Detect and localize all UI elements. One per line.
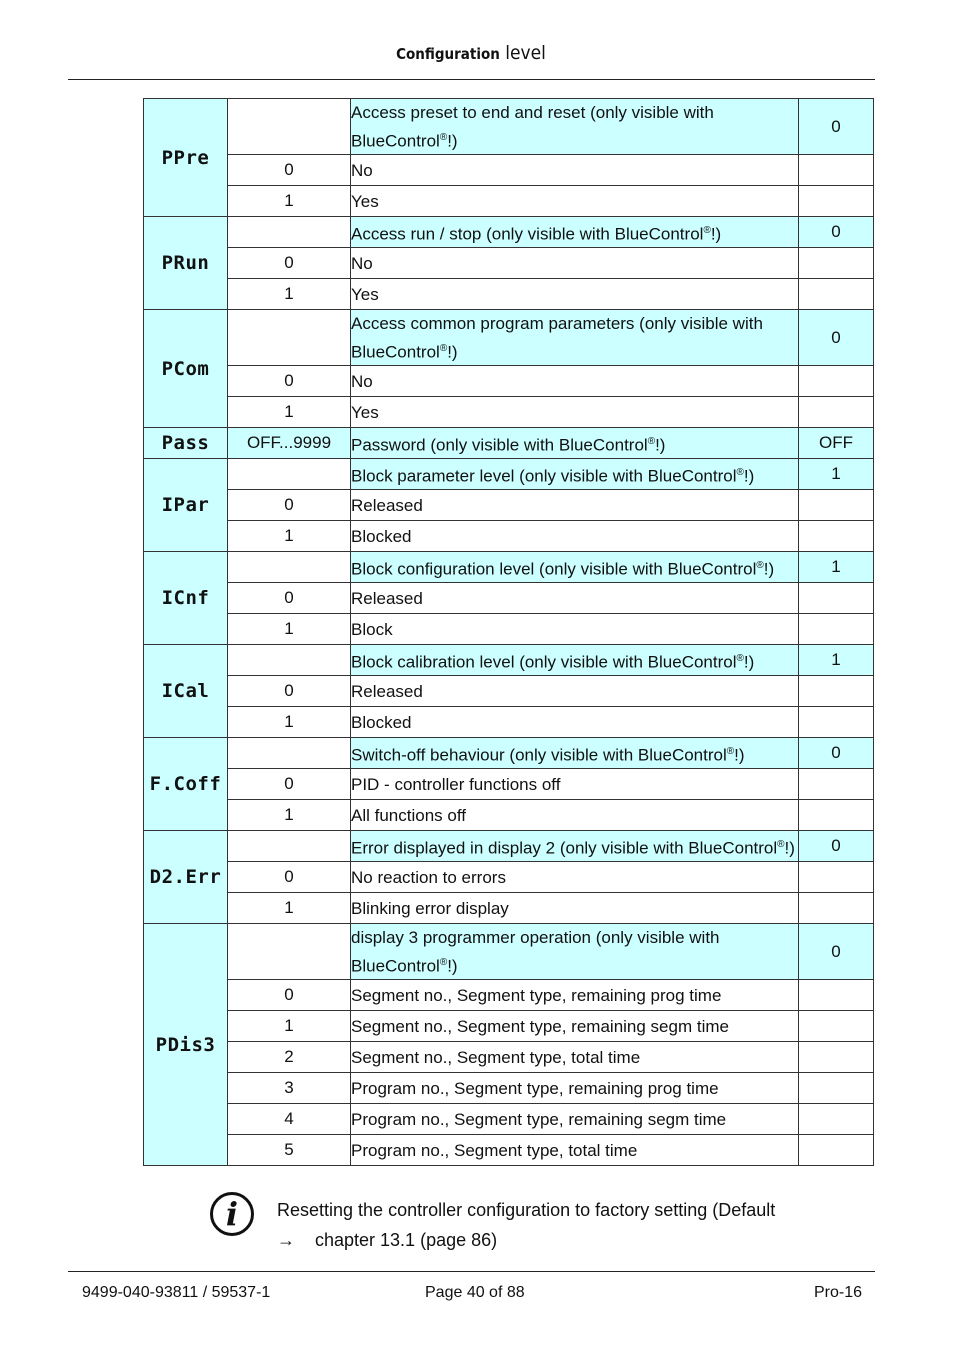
parameter-code: Pass — [144, 428, 228, 459]
default-value: 1 — [799, 552, 874, 583]
default-value — [799, 186, 874, 217]
parameter-value: 0 — [228, 583, 351, 614]
parameter-value — [228, 738, 351, 769]
description-text: Error displayed in display 2 (only visible with BlueControl — [351, 838, 778, 858]
page-header — [68, 42, 874, 64]
parameter-description — [351, 1011, 799, 1042]
parameter-description — [351, 521, 799, 552]
parameter-code: D2.Err — [144, 831, 228, 924]
parameter-value: 0 — [228, 155, 351, 186]
table-row — [144, 490, 874, 521]
parameter-value: 1 — [228, 1011, 351, 1042]
parameter-value: 0 — [228, 490, 351, 521]
parameter-value: 0 — [228, 862, 351, 893]
default-value: OFF — [799, 428, 874, 459]
parameter-description — [351, 924, 799, 980]
parameter-description — [351, 738, 799, 769]
description-text: Password (only visible with BlueControl — [351, 435, 648, 455]
parameter-value: 4 — [228, 1104, 351, 1135]
parameter-code: ICal — [144, 645, 228, 738]
parameter-description — [351, 217, 799, 248]
parameter-description — [351, 583, 799, 614]
table-row — [144, 459, 874, 490]
parameter-value — [228, 99, 351, 155]
footer-document-number: 9499-040-93811 / 59537-1 — [82, 1284, 271, 1301]
description-suffix: !) — [743, 652, 755, 672]
default-value — [799, 676, 874, 707]
description-text: Program no., Segment type, total time — [351, 1140, 638, 1160]
parameter-value: 2 — [228, 1042, 351, 1073]
header-level: level — [505, 42, 546, 64]
default-value: 0 — [799, 831, 874, 862]
parameter-code: PPre — [144, 99, 228, 217]
description-text: No — [351, 253, 373, 273]
footer-rule — [68, 1271, 875, 1272]
description-suffix: !) — [447, 342, 458, 362]
description-text: Released — [351, 588, 423, 608]
parameter-value: 1 — [228, 800, 351, 831]
default-value — [799, 893, 874, 924]
table-row — [144, 583, 874, 614]
parameter-value: OFF...9999 — [228, 428, 351, 459]
registered-mark: ® — [439, 956, 448, 968]
registered-mark: ® — [736, 466, 744, 478]
parameter-value: 1 — [228, 521, 351, 552]
footer-product: Pro-16 — [813, 1284, 862, 1301]
description-suffix: !) — [655, 435, 666, 455]
description-text: Blocked — [351, 526, 412, 546]
table-row — [144, 155, 874, 186]
default-value: 0 — [799, 924, 874, 980]
parameter-value: 0 — [228, 676, 351, 707]
default-value — [799, 366, 874, 397]
default-value — [799, 614, 874, 645]
parameter-value: 1 — [228, 707, 351, 738]
parameter-description — [351, 645, 799, 676]
parameter-description — [351, 800, 799, 831]
default-value — [799, 521, 874, 552]
table-row — [144, 552, 874, 583]
table-row — [144, 738, 874, 769]
note — [277, 1195, 817, 1255]
parameter-value — [228, 924, 351, 980]
default-value — [799, 248, 874, 279]
table-row — [144, 1073, 874, 1104]
description-suffix: !) — [784, 838, 795, 858]
default-value — [799, 980, 874, 1011]
parameter-description — [351, 366, 799, 397]
parameter-description — [351, 769, 799, 800]
description-text: Switch-off behaviour (only visible with BlueControl — [351, 745, 727, 765]
default-value: 0 — [799, 217, 874, 248]
default-value — [799, 397, 874, 428]
note-line-2 — [277, 1225, 817, 1255]
parameter-code: F.Coff — [144, 738, 228, 831]
parameter-description — [351, 893, 799, 924]
parameter-description — [351, 1104, 799, 1135]
description-suffix: !) — [447, 956, 458, 976]
table-row — [144, 1042, 874, 1073]
description-suffix: !) — [734, 745, 745, 765]
table-row — [144, 1104, 874, 1135]
header-section: Configuration — [396, 45, 500, 63]
description-text: Released — [351, 681, 423, 701]
description-text: Yes — [351, 284, 379, 304]
table-row — [144, 1011, 874, 1042]
description-text: Blocked — [351, 712, 412, 732]
table-row — [144, 186, 874, 217]
parameter-code: ICnf — [144, 552, 228, 645]
table-row — [144, 366, 874, 397]
default-value — [799, 1104, 874, 1135]
configuration-table — [143, 98, 874, 1166]
parameter-description — [351, 279, 799, 310]
parameter-description — [351, 248, 799, 279]
table-row — [144, 310, 874, 366]
description-suffix: !) — [743, 466, 755, 486]
table-row — [144, 831, 874, 862]
table-row — [144, 676, 874, 707]
table-row — [144, 99, 874, 155]
default-value — [799, 155, 874, 186]
description-suffix: !) — [710, 224, 722, 244]
description-text: All functions off — [351, 805, 466, 825]
default-value — [799, 800, 874, 831]
description-text: No — [351, 160, 373, 180]
parameter-value: 0 — [228, 980, 351, 1011]
arrow-right-icon: → — [277, 1230, 295, 1250]
description-text: PID - controller functions off — [351, 774, 561, 794]
default-value — [799, 1073, 874, 1104]
description-text: Access common program parameters (only visible with BlueControl — [351, 313, 763, 362]
parameter-description — [351, 707, 799, 738]
table-row — [144, 980, 874, 1011]
parameter-value: 1 — [228, 614, 351, 645]
parameter-description — [351, 552, 799, 583]
registered-mark: ® — [439, 342, 448, 354]
default-value: 1 — [799, 459, 874, 490]
default-value — [799, 1135, 874, 1166]
default-value — [799, 862, 874, 893]
parameter-value: 0 — [228, 366, 351, 397]
parameter-description — [351, 1135, 799, 1166]
parameter-description — [351, 862, 799, 893]
default-value — [799, 1011, 874, 1042]
default-value — [799, 769, 874, 800]
description-text: Program no., Segment type, remaining segm time — [351, 1109, 727, 1129]
description-text: Yes — [351, 402, 379, 422]
parameter-code: PDis3 — [144, 924, 228, 1166]
table-row — [144, 1135, 874, 1166]
description-text: Block configuration level (only visible with BlueControl — [351, 559, 757, 579]
table-row — [144, 645, 874, 676]
description-text: No reaction to errors — [351, 867, 506, 887]
table-row — [144, 707, 874, 738]
parameter-description — [351, 459, 799, 490]
default-value: 0 — [799, 738, 874, 769]
default-value — [799, 279, 874, 310]
description-text: Segment no., Segment type, total time — [351, 1047, 641, 1067]
default-value — [799, 707, 874, 738]
registered-mark: ® — [439, 131, 448, 143]
parameter-value — [228, 831, 351, 862]
default-value — [799, 583, 874, 614]
parameter-description — [351, 397, 799, 428]
header-rule — [68, 79, 875, 80]
default-value: 1 — [799, 645, 874, 676]
parameter-description — [351, 310, 799, 366]
parameter-value — [228, 459, 351, 490]
description-text: Block calibration level (only visible with BlueControl — [351, 652, 737, 672]
description-text: Segment no., Segment type, remaining prog time — [351, 985, 722, 1005]
table-row — [144, 614, 874, 645]
description-text: Released — [351, 495, 423, 515]
registered-mark: ® — [777, 838, 785, 850]
parameter-description — [351, 490, 799, 521]
parameter-description — [351, 155, 799, 186]
parameter-value — [228, 310, 351, 366]
registered-mark: ® — [756, 559, 764, 571]
table-row — [144, 769, 874, 800]
parameter-description — [351, 676, 799, 707]
default-value: 0 — [799, 99, 874, 155]
parameter-code: IPar — [144, 459, 228, 552]
parameter-value — [228, 217, 351, 248]
table-row — [144, 862, 874, 893]
parameter-value: 0 — [228, 769, 351, 800]
parameter-description — [351, 186, 799, 217]
description-text: Access run / stop (only visible with BlueControl — [351, 224, 704, 244]
table-row — [144, 893, 874, 924]
description-text: Yes — [351, 191, 379, 211]
table-row — [144, 217, 874, 248]
parameter-value: 1 — [228, 279, 351, 310]
default-value: 0 — [799, 310, 874, 366]
parameter-description — [351, 614, 799, 645]
parameter-description — [351, 99, 799, 155]
table-row — [144, 397, 874, 428]
table-row — [144, 248, 874, 279]
description-text: display 3 programmer operation (only visible with BlueControl — [351, 927, 720, 976]
footer-page-number: Page 40 of 88 — [425, 1284, 525, 1301]
parameter-value: 3 — [228, 1073, 351, 1104]
table-row — [144, 924, 874, 980]
note-chapter-link[interactable]: chapter 13.1 (page 86) — [315, 1230, 498, 1250]
description-text: Program no., Segment type, remaining prog time — [351, 1078, 719, 1098]
description-text: Access preset to end and reset (only visible with BlueControl — [351, 102, 714, 151]
parameter-code: PRun — [144, 217, 228, 310]
parameter-code: PCom — [144, 310, 228, 428]
info-icon: i — [210, 1192, 254, 1236]
registered-mark: ® — [736, 652, 744, 664]
note-line-1: Resetting the controller configuration to factory setting (Default — [277, 1200, 776, 1220]
parameter-value — [228, 645, 351, 676]
table-row — [144, 279, 874, 310]
parameter-description — [351, 1073, 799, 1104]
parameter-description — [351, 428, 799, 459]
description-text: Segment no., Segment type, remaining segm time — [351, 1016, 729, 1036]
table-row — [144, 800, 874, 831]
description-text: Block — [351, 619, 393, 639]
description-suffix: !) — [763, 559, 775, 579]
default-value — [799, 490, 874, 521]
parameter-value — [228, 552, 351, 583]
description-suffix: !) — [447, 131, 458, 151]
table-row — [144, 428, 874, 459]
parameter-description — [351, 1042, 799, 1073]
parameter-value: 1 — [228, 186, 351, 217]
description-text: No — [351, 371, 373, 391]
registered-mark: ® — [647, 435, 656, 447]
parameter-value: 5 — [228, 1135, 351, 1166]
registered-mark: ® — [703, 224, 711, 236]
parameter-value: 1 — [228, 397, 351, 428]
parameter-value: 1 — [228, 893, 351, 924]
description-text: Block parameter level (only visible with BlueControl — [351, 466, 737, 486]
parameter-value: 0 — [228, 248, 351, 279]
registered-mark: ® — [726, 745, 735, 757]
parameter-description — [351, 831, 799, 862]
configuration-table-body — [144, 99, 874, 1166]
table-row — [144, 521, 874, 552]
default-value — [799, 1042, 874, 1073]
description-text: Blinking error display — [351, 898, 509, 918]
parameter-description — [351, 980, 799, 1011]
